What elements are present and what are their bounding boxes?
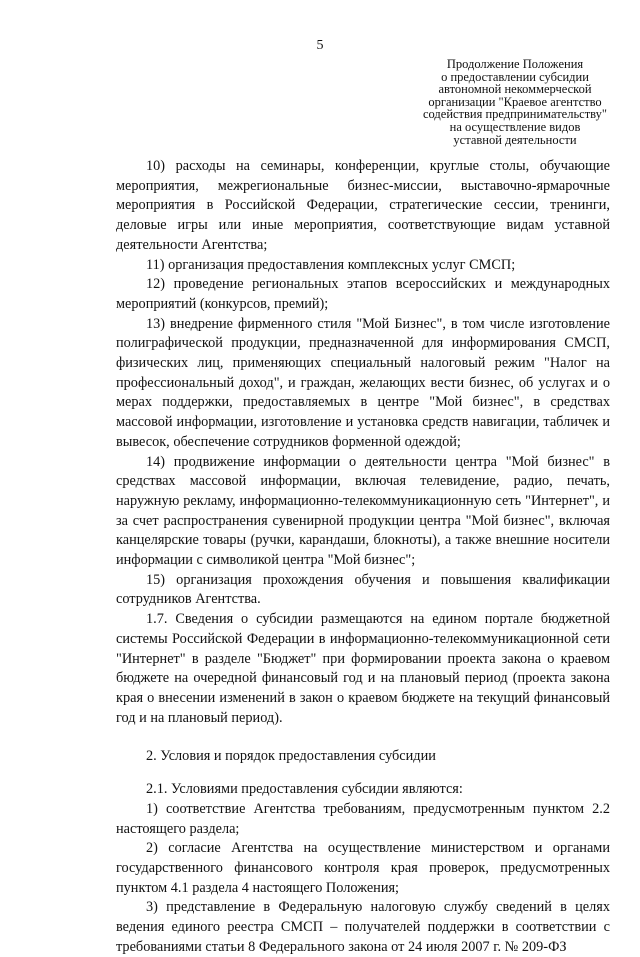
header-line: на осуществление видов bbox=[449, 119, 581, 134]
document-body bbox=[116, 157, 610, 957]
section-title: 2. Условия и порядок предоставления субсидии bbox=[146, 748, 436, 765]
condition-item-3: 3) представление в Федеральную налоговую службу сведений в целях ведения единого реестра СМСП – получателей поддержки в соответствии с требованиями статьи 8 Федерального закона от 24 июля 2007 г. № 209-ФЗ bbox=[116, 899, 610, 955]
paragraph-1-7: 1.7. Сведения о субсидии размещаются на едином портале бюджетной системы Российской Федерации в информационно-телекоммуникационной сети "Интернет" в разделе "Бюджет" при формировании проекта закона о краевом бюджете на очередной финансовый год и на плановый период (проекта закона края о внесении изменений в закон о краевом бюджете на текущий финансовый год и на плановый период). bbox=[116, 611, 610, 726]
header-line: уставной деятельности bbox=[453, 132, 577, 147]
paragraph-item-11: 11) организация предоставления комплексных услуг СМСП; bbox=[146, 256, 516, 273]
header-line: о предоставлении субсидии bbox=[441, 69, 589, 84]
header-line: организации "Краевое агентство bbox=[428, 94, 602, 109]
condition-item-1: 1) соответствие Агентства требованиям, предусмотренным пунктом 2.2 настоящего раздела; bbox=[116, 800, 610, 837]
document-header-note bbox=[404, 58, 626, 146]
paragraph-item-14: 14) продвижение информации о деятельности центра "Мой бизнес" в средствах массовой информации, включая телевидение, радио, печать, наружную рекламу, информационно-телекоммуникационную сеть "Интернет", и за счет распространения сувенирной продукции центра "Мой бизнес", включая канцелярские товары (ручки, карандаши, блокноты), а также внешние носители информации с символикой центра "Мой бизнес"; bbox=[116, 453, 610, 569]
page-number: 5 bbox=[316, 38, 324, 53]
paragraph-item-13: 13) внедрение фирменного стиля "Мой Бизнес", в том числе изготовление полиграфической продукции, предназначенной для информирования СМСП, физических лиц, применяющих специальный налоговый режим "Налог на профессиональный доход", и граждан, желающих вести бизнес, об услугах и о мерах поддержки, предоставляемых в центре "Мой бизнес", в средствах массовой информации, изготовление и установка средств навигации, табличек и вывесок, обеспечение сотрудников форменной одеждой; bbox=[116, 315, 610, 450]
paragraph-2-1: 2.1. Условиями предоставления субсидии являются: bbox=[146, 781, 463, 798]
header-line: автономной некоммерческой bbox=[438, 82, 592, 97]
condition-item-2: 2) согласие Агентства на осуществление министерством и органами государственного финансового контроля края проверок, предусмотренных пунктом 4.1 раздела 4 настоящего Положения; bbox=[116, 840, 610, 896]
paragraph-item-15: 15) организация прохождения обучения и повышения квалификации сотрудников Агентства. bbox=[116, 571, 610, 608]
paragraph-item-12: 12) проведение региональных этапов всероссийских и международных мероприятий (конкурсов, премий); bbox=[116, 276, 610, 312]
header-line: Продолжение Положения bbox=[446, 57, 584, 71]
paragraph-item-10: 10) расходы на семинары, конференции, круглые столы, обучающие мероприятия, межрегиональные бизнес-миссии, выставочно-ярмарочные мероприятия в Российской Федерации, стратегические сессии, тренинги, деловые игры или иные мероприятия, соответствующие видам уставной деятельности Агентства; bbox=[116, 158, 610, 253]
header-line: содействия предпринимательству" bbox=[422, 107, 608, 122]
